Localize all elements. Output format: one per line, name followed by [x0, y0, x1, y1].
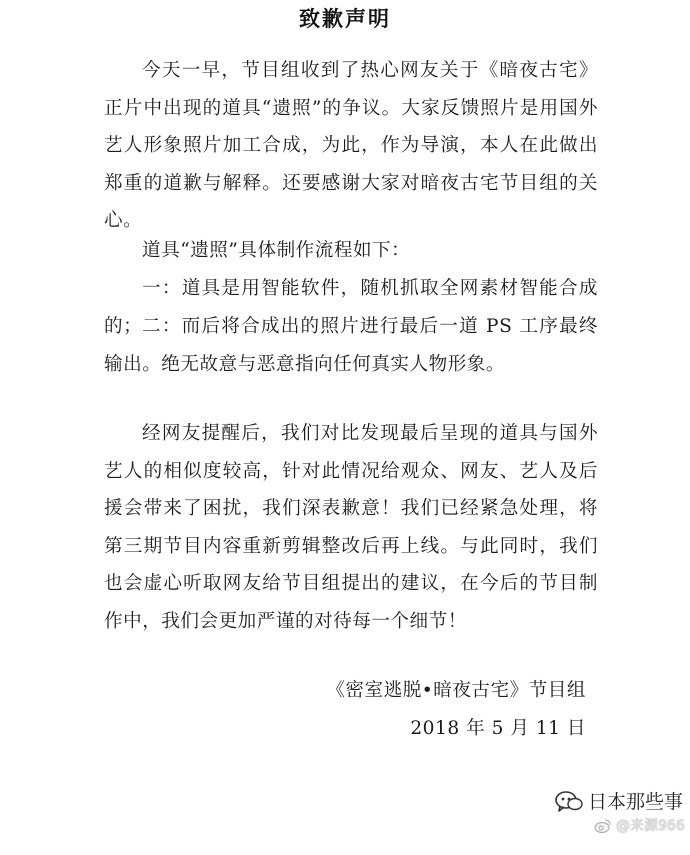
document-title: 致歉声明	[299, 7, 391, 31]
paragraph-step-two: 二：而后将合成出的照片进行最后一道 PS 工序最终输出。绝无故意与恶意指向任何真实人物形象。	[104, 316, 598, 375]
paragraph-process-heading: 道具“遗照”具体制作流程如下：	[142, 240, 411, 261]
signature: 《密室逃脱•暗夜古宅》节目组	[326, 680, 586, 701]
weibo-handle-text: @来源966	[616, 818, 685, 834]
paragraph-step-one: 一：道具是用智能软件，随机抓取全网素材智能合成的；	[104, 278, 598, 337]
signature-date: 2018 年 5 月 11 日	[410, 718, 586, 739]
paragraph-intro: 今天一早，节目组收到了热心网友关于《暗夜古宅》正片中出现的道具“遗照”的争议。大家反馈照片是用国外艺人形象照片加工合成，为此，作为导演，本人在此做出郑重的道歉与解释。还要感谢大家对暗夜古宅节目组的关心。	[104, 60, 598, 231]
weibo-handle	[590, 814, 686, 840]
wechat-account-icon	[554, 790, 584, 814]
paragraph-apology: 经网友提醒后，我们对比发现最后呈现的道具与国外艺人的相似度较高，针对此情况给观众、网友、艺人及后援会带来了困扰，我们深表歉意！我们已经紧急处理，将第三期节目内容重新剪辑整改后再上线。与此同时，我们也会虚心听取网友给节目组提出的建议，在今后的节目制作中，我们会更加严谨的对待每一个细节！	[104, 423, 598, 632]
watermark-text: 日本那些事	[588, 791, 684, 813]
weibo-logo-icon	[594, 818, 612, 834]
